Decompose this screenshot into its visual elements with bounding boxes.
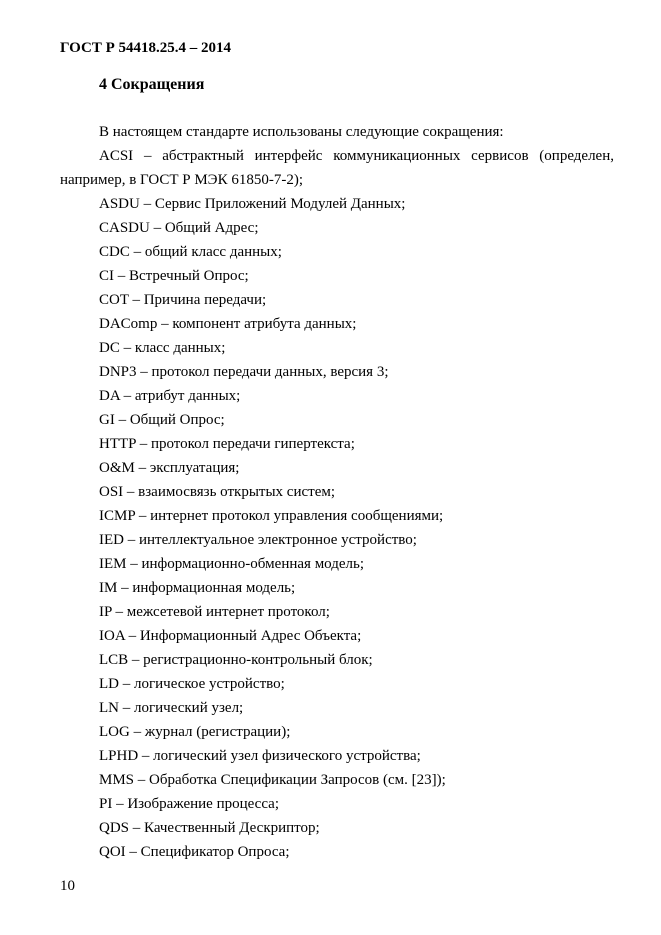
abbreviation-item: DA – атрибут данных; [99, 388, 241, 404]
abbreviation-item: IED – интеллектуальное электронное устройство; [99, 532, 417, 548]
document-header: ГОСТ Р 54418.25.4 – 2014 [60, 40, 232, 56]
abbreviation-item: QOI – Спецификатор Опроса; [99, 844, 290, 860]
abbreviation-item: CI – Встречный Опрос; [99, 268, 249, 284]
abbreviation-item: HTTP – протокол передачи гипертекста; [99, 436, 355, 452]
abbreviation-list [60, 192, 614, 864]
abbreviation-item: LOG – журнал (регистрации); [99, 724, 291, 740]
abbreviation-item: GI – Общий Опрос; [99, 412, 225, 428]
page-number: 10 [60, 878, 75, 894]
abbreviation-item: CASDU – Общий Адрес; [99, 220, 259, 236]
abbreviation-item: O&M – эксплуатация; [99, 460, 240, 476]
abbreviation-item: DAComp – компонент атрибута данных; [99, 316, 357, 332]
abbreviation-item: LCB – регистрационно-контрольный блок; [99, 652, 373, 668]
abbreviation-item: OSI – взаимосвязь открытых систем; [99, 484, 336, 500]
abbreviation-item: LPHD – логический узел физического устройства; [99, 748, 421, 764]
abbreviation-item: COT – Причина передачи; [99, 292, 267, 308]
abbreviation-item: CDC – общий класс данных; [99, 244, 282, 260]
abbreviation-item: LN – логический узел; [99, 700, 244, 716]
abbreviation-item: QDS – Качественный Дескриптор; [99, 820, 320, 836]
abbreviation-item: PI – Изображение процесса; [99, 796, 279, 812]
section-title: 4 Сокращения [99, 76, 205, 93]
abbreviation-item: IP – межсетевой интернет протокол; [99, 604, 330, 620]
abbreviation-item-acsi: ACSI – абстрактный интерфейс коммуникационных сервисов (определен, например, в ГОСТ Р МЭК 61850-7-2); [60, 148, 614, 188]
intro-paragraph: В настоящем стандарте использованы следующие сокращения: [99, 124, 504, 140]
abbreviation-item: ICMP – интернет протокол управления сообщениями; [99, 508, 444, 524]
abbreviations-content [60, 120, 614, 864]
abbreviation-item: MMS – Обработка Спецификации Запросов (см. [23]); [99, 772, 446, 788]
abbreviation-item: LD – логическое устройство; [99, 676, 285, 692]
abbreviation-item: IM – информационная модель; [99, 580, 296, 596]
abbreviation-item: DNP3 – протокол передачи данных, версия 3; [99, 364, 389, 380]
abbreviation-item: ASDU – Сервис Приложений Модулей Данных; [99, 196, 406, 212]
abbreviation-item: IOA – Информационный Адрес Объекта; [99, 628, 362, 644]
abbreviation-item: IEM – информационно-обменная модель; [99, 556, 365, 572]
abbreviation-item: DC – класс данных; [99, 340, 226, 356]
